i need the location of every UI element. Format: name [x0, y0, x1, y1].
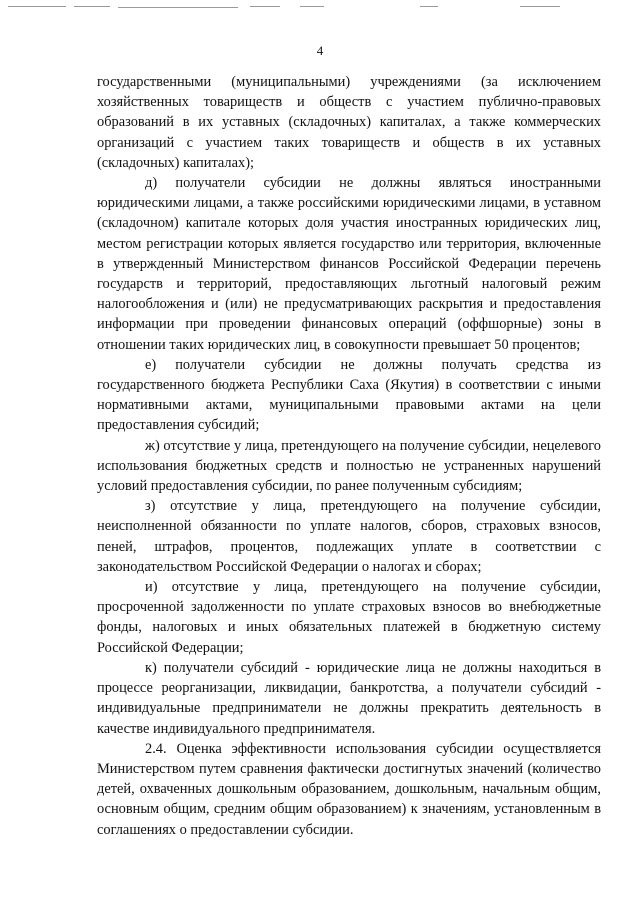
paragraph-item-k: к) получатели субсидий - юридические лица не должны находиться в процессе реорганизации, ликвидации, банкротства, а получатели субсидий - индивидуальные предприниматели не должны прекратить деятельность в качестве индивидуального предпринимателя. [97, 659, 601, 737]
document-body [97, 72, 601, 840]
paragraph-item-i: и) отсутствие у лица, претендующего на получение субсидии, просроченной задолженности по уплате страховых взносов во внебюджетные фонды, налоговых и иных обязательных платежей в бюджетную систему Российской Федерации; [97, 579, 601, 656]
paragraph-item-z: з) отсутствие у лица, претендующего на получение субсидии, неисполненной обязанности по уплате налогов, сборов, страховых взносов, пеней, штрафов, процентов, подлежащих уплате в соответствии с законодательством Российской Федерации о налогах и сборах; [97, 498, 601, 575]
paragraph-item-zh: ж) отсутствие у лица, претендующего на получение субсидии, нецелевого использования бюджетных средств и полностью не устраненных нарушений условий предоставления субсидии, по ранее полученным субсидиям; [97, 437, 601, 495]
paragraph-item-e: е) получатели субсидии не должны получать средства из государственного бюджета Республики Саха (Якутия) в соответствии с иными нормативными актами, муниципальными правовыми актами на цели предоставления субсидий; [97, 356, 601, 434]
scan-edge-artifact [0, 6, 640, 8]
paragraph-item-d: д) получатели субсидии не должны являться иностранными юридическими лицами, а также российскими юридическими лицами, в уставном (складочном) капитале которых доля участия иностранных юридических лиц, местом регистрации которых является государство или территория, включенные в утвержденный Министерством финансов Российской Федерации перечень государств и территорий, предоставляющих льготный налоговый режим налогообложения и (или) не предусматривающих раскрытия и предоставления информации при проведении финансовых операций (оффшорные) зоны в отношении таких юридических лиц, в совокупности превышает 50 процентов; [97, 175, 601, 353]
page-number: 4 [316, 43, 324, 58]
paragraph-continuation: государственными (муниципальными) учреждениями (за исключением хозяйственных товариществ и обществ с участием публично-правовых образований в их уставных (складочных) капиталах, а также коммерческих организаций с участием таких товариществ и обществ в их уставных (складочных) капиталах); [97, 74, 601, 171]
paragraph-section-2-4: 2.4. Оценка эффективности использования субсидии осуществляется Министерством путем сравнения фактически достигнутых значений (количество детей, охваченных дошкольным образованием, дошкольным, начальным общим, основным общим, средним общим образованием) к значениям, установленным в соглашениях о предоставлении субсидии. [97, 740, 601, 838]
